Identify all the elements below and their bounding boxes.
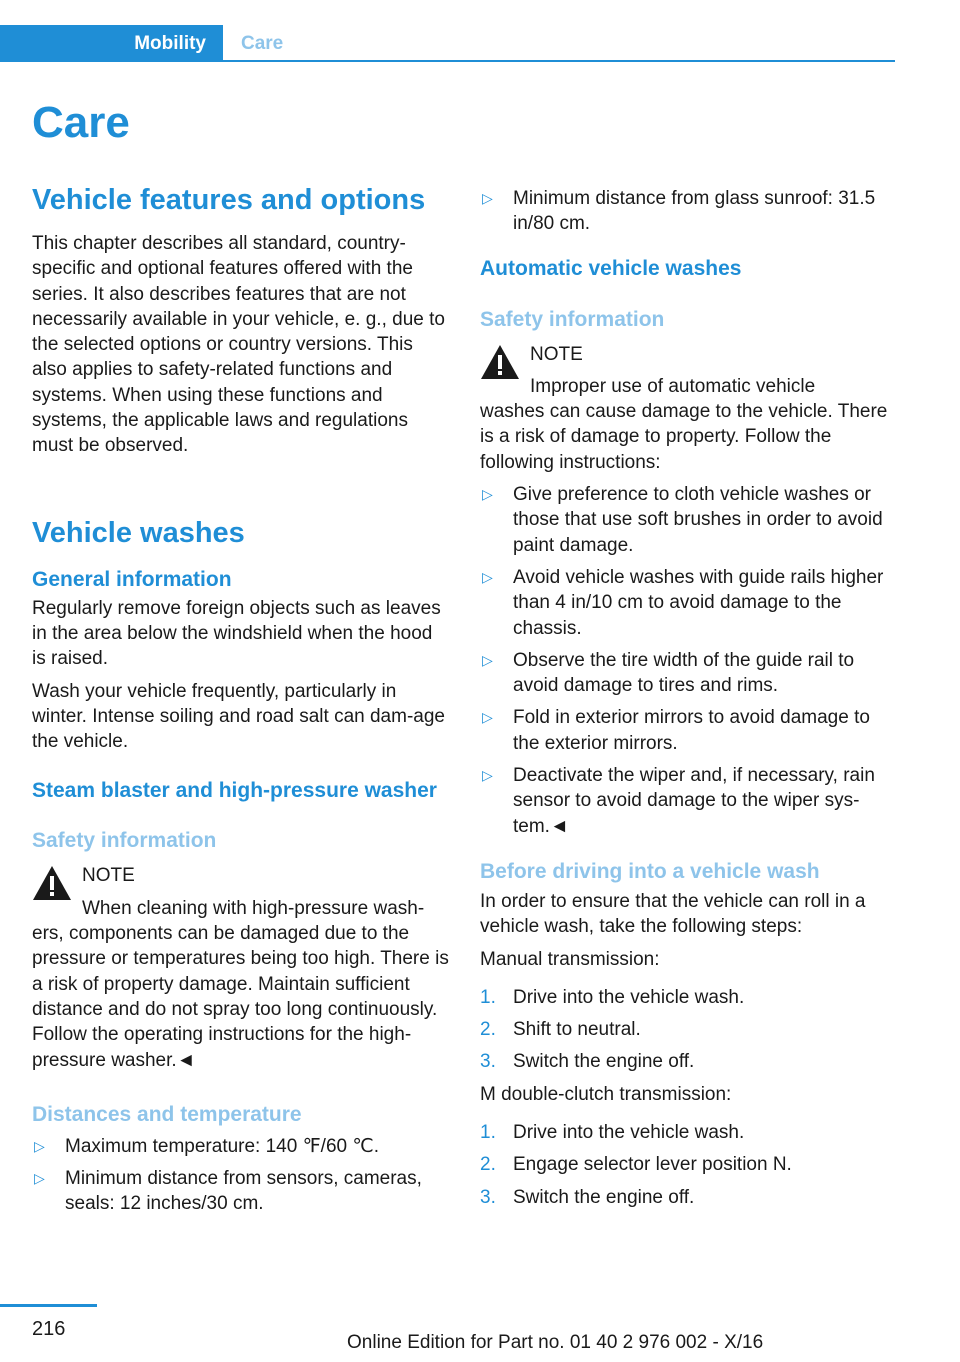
heading-vehicle-features: Vehicle features and options [32, 184, 426, 216]
note-label: NOTE [530, 343, 583, 365]
triangle-bullet-icon: ▷ [482, 651, 493, 668]
list-item: 1. Drive into the vehicle wash. [480, 986, 745, 1008]
list-item: ▷ Deactivate the wiper and, if necessary, rain sensor to avoid damage to the wiper sys-tem.◄ [482, 765, 875, 837]
list-item: 1. Drive into the vehicle wash. [480, 1122, 745, 1144]
before-paragraph: In order to ensure that the vehicle can roll in a vehicle wash, take the following steps: [480, 890, 866, 938]
list-item: 3. Switch the engine off. [480, 1186, 695, 1208]
heading-safety-information-left: Safety information [32, 829, 217, 853]
manual-steps-list [480, 985, 898, 1075]
note-body: washes can cause damage to the vehicle. There is a risk of damage to property. Follow the following instructions: [480, 401, 888, 473]
list-item: ▷ Avoid vehicle washes with guide rails higher than 4 in/10 cm to avoid damage to the chassis. [482, 566, 884, 639]
automatic-wash-list [480, 482, 898, 839]
triangle-bullet-icon: ▷ [34, 1137, 45, 1154]
note-body: ers, components can be damaged due to the pressure or temperatures being too high. There is a risk of property damage. Maintain sufficient distance and do not spray too long continuously. Follow the operating instructions for the high-pressure washer.◄ [32, 923, 449, 1071]
note-first-line: Improper use of automatic vehicle [530, 375, 816, 397]
page-number: 216 [32, 1318, 66, 1340]
list-item: ▷ Maximum temperature: 140 ℉/60 ℃. [32, 1134, 450, 1159]
footer-rule [0, 1304, 97, 1307]
heading-distances-temperature: Distances and temperature [32, 1102, 302, 1126]
right-column [480, 186, 898, 1217]
list-item: ▷ Minimum distance from sensors, cameras, seals: 12 inches/30 cm. [34, 1168, 422, 1215]
sunroof-list [480, 186, 898, 237]
tab-underline [0, 60, 895, 62]
triangle-bullet-icon: ▷ [482, 767, 493, 784]
tab-care[interactable]: Care [241, 32, 284, 54]
manual-transmission-label: Manual transmission: [480, 948, 660, 970]
heading-safety-information-right: Safety information [480, 307, 665, 331]
list-item: ▷ Minimum distance from glass sunroof: 31.5 in/80 cm. [482, 188, 876, 235]
list-item: ▷ Fold in exterior mirrors to avoid damage to the exterior mirrors. [482, 707, 870, 754]
note-label: NOTE [82, 865, 135, 887]
warning-triangle-icon [480, 344, 520, 380]
list-item: 3. Switch the engine off. [480, 1051, 695, 1073]
general-paragraph-2: Wash your vehicle frequently, particularly in winter. Intense soiling and road salt can dam-age the vehicle. [32, 680, 445, 753]
list-item: 2. Engage selector lever position N. [480, 1154, 792, 1176]
triangle-bullet-icon: ▷ [482, 486, 493, 503]
heading-steam-blaster: Steam blaster and high-pressure washer [32, 779, 437, 803]
note-high-pressure [32, 863, 450, 1072]
features-paragraph: This chapter describes all standard, country-specific and optional features offered with the series. It also describes features that are not necessarily available in your vehicle, e. g., due to the selected options or country versions. This also applies to safety-related functions and systems. When using these functions and systems, the applicable laws and regulations must be observed. [32, 233, 445, 457]
list-item: ▷ Observe the tire width of the guide rail to avoid damage to tires and rims. [482, 649, 855, 697]
warning-triangle-icon [32, 865, 72, 901]
list-item: 2. Shift to neutral. [480, 1019, 641, 1041]
distances-list [32, 1134, 450, 1217]
chapter-tab-bar [0, 25, 895, 62]
triangle-bullet-icon: ▷ [482, 190, 493, 206]
heading-automatic-washes: Automatic vehicle washes [480, 256, 742, 280]
note-automatic-washes [480, 342, 898, 475]
dct-steps-list [480, 1120, 898, 1210]
left-column [32, 183, 450, 1224]
heading-before-driving: Before driving into a vehicle wash [480, 859, 820, 883]
heading-vehicle-washes: Vehicle washes [32, 516, 245, 549]
tab-mobility[interactable]: Mobility [0, 25, 223, 62]
page-title: Care [32, 98, 130, 147]
list-item: ▷ Give preference to cloth vehicle washes or those that use soft brushes in order to avoid paint damage. [482, 484, 883, 556]
general-paragraph-1: Regularly remove foreign objects such as leaves in the area below the windshield when the hood is raised. [32, 597, 441, 670]
note-first-line: When cleaning with high-pressure wash- [82, 897, 425, 919]
triangle-bullet-icon: ▷ [34, 1170, 45, 1187]
edition-note: Online Edition for Part no. 01 40 2 976 002 - X/16 [347, 1332, 764, 1353]
heading-general-information: General information [32, 567, 232, 591]
dct-transmission-label: M double-clutch transmission: [480, 1083, 732, 1105]
triangle-bullet-icon: ▷ [482, 709, 493, 726]
triangle-bullet-icon: ▷ [482, 568, 493, 585]
